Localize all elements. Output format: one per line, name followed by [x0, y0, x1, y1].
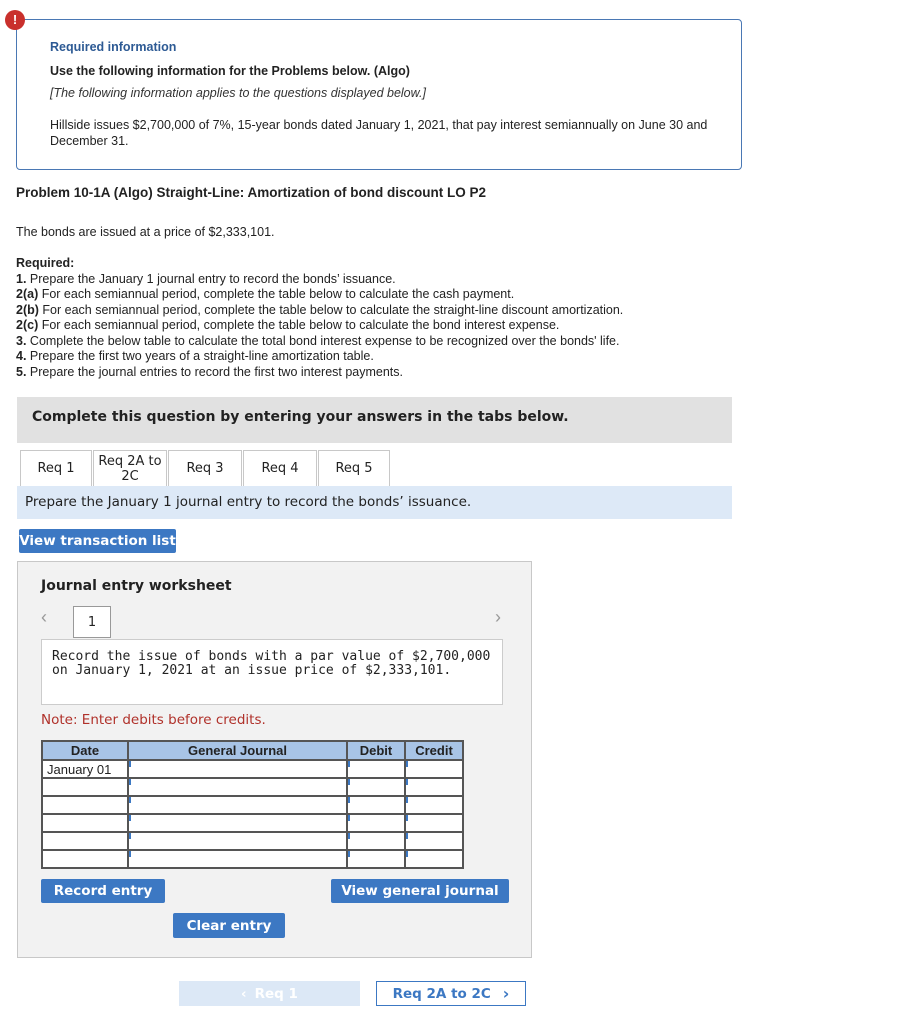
next-req-button[interactable] [376, 981, 526, 1006]
tab-instruction-bar [17, 486, 732, 519]
debit-input[interactable] [347, 850, 405, 868]
problem-title: Problem 10-1A (Algo) Straight-Line: Amortization of bond discount LO P2 [16, 185, 486, 200]
tab-req-3[interactable]: Req 3 [168, 450, 242, 486]
required-list [16, 256, 623, 380]
debit-input[interactable] [347, 778, 405, 796]
col-header-debit: Debit [347, 741, 405, 760]
prev-req-button[interactable] [179, 981, 360, 1006]
tab-instruction: Prepare the January 1 journal entry to record the bonds’ issuance. [25, 494, 472, 510]
credit-input[interactable] [405, 778, 463, 796]
chevron-right-icon[interactable]: › [495, 607, 501, 627]
journal-entry-worksheet [17, 561, 532, 958]
info-italic-note: [The following information applies to the questions displayed below.] [50, 86, 426, 100]
chevron-left-icon[interactable]: ‹ [41, 607, 47, 627]
date-cell [42, 796, 128, 814]
debit-input[interactable] [347, 796, 405, 814]
account-input[interactable] [128, 760, 347, 778]
account-input[interactable] [128, 814, 347, 832]
required-item: 2(a) For each semiannual period, complete the table below to calculate the cash payment. [16, 287, 515, 301]
col-header-date: Date [42, 741, 128, 760]
date-cell [42, 814, 128, 832]
table-row [42, 850, 463, 868]
transaction-description: Record the issue of bonds with a par value of $2,700,000 on January 1, 2021 at an issue price of $2,333,101. [41, 639, 503, 705]
table-row [42, 760, 463, 778]
journal-table [41, 740, 464, 869]
required-item: 5. Prepare the journal entries to record the first two interest payments. [16, 364, 404, 379]
chevron-left-icon: ‹ [241, 985, 247, 1002]
table-row [42, 796, 463, 814]
view-transaction-list-button[interactable]: View transaction list [19, 529, 176, 553]
debit-input[interactable] [347, 832, 405, 850]
required-item: 1. Prepare the January 1 journal entry to record the bonds’ issuance. [16, 271, 396, 286]
debits-note: Note: Enter debits before credits. [41, 712, 266, 728]
account-input[interactable] [128, 832, 347, 850]
credit-input[interactable] [405, 760, 463, 778]
credit-input[interactable] [405, 832, 463, 850]
complete-banner-text: Complete this question by entering your answers in the tabs below. [32, 409, 569, 425]
required-item: 2(c) For each semiannual period, complete the table below to calculate the bond interest expense. [16, 318, 560, 332]
view-general-journal-button[interactable]: View general journal [331, 879, 509, 903]
tab-req-1[interactable]: Req 1 [20, 450, 92, 486]
table-row [42, 778, 463, 796]
price-text: The bonds are issued at a price of $2,333,101. [16, 225, 275, 239]
chevron-right-icon: › [502, 984, 510, 1003]
alert-icon: ! [5, 10, 25, 30]
page-number[interactable]: 1 [73, 606, 111, 638]
account-input[interactable] [128, 850, 347, 868]
clear-entry-button[interactable]: Clear entry [173, 913, 285, 938]
col-header-credit: Credit [405, 741, 463, 760]
col-header-general-journal: General Journal [128, 741, 347, 760]
record-entry-button[interactable]: Record entry [41, 879, 165, 903]
next-req-label: Req 2A to 2C [392, 985, 491, 1002]
tab-req-5[interactable]: Req 5 [318, 450, 390, 486]
debit-input[interactable] [347, 760, 405, 778]
date-cell [42, 832, 128, 850]
tab-req-4[interactable]: Req 4 [243, 450, 317, 486]
table-row [42, 832, 463, 850]
date-cell: January 01 [42, 760, 128, 778]
worksheet-title: Journal entry worksheet [41, 578, 232, 594]
tab-req-2a-2c[interactable]: Req 2A to 2C [93, 450, 167, 486]
prev-req-label: Req 1 [254, 985, 298, 1002]
date-cell [42, 850, 128, 868]
table-row [42, 814, 463, 832]
complete-banner [17, 397, 732, 443]
account-input[interactable] [128, 796, 347, 814]
required-item: 4. Prepare the first two years of a straight-line amortization table. [16, 349, 374, 363]
required-item: 3. Complete the below table to calculate the total bond interest expense to be recognized over the bonds' life. [16, 333, 620, 348]
required-label: Required: [16, 256, 75, 270]
credit-input[interactable] [405, 814, 463, 832]
info-subtitle: Use the following information for the Problems below. (Algo) [50, 64, 410, 78]
account-input[interactable] [128, 778, 347, 796]
credit-input[interactable] [405, 850, 463, 868]
credit-input[interactable] [405, 796, 463, 814]
info-body: Hillside issues $2,700,000 of 7%, 15-year bonds dated January 1, 2021, that pay interest semiannually on June 30 and December 31. [50, 118, 708, 148]
required-item: 2(b) For each semiannual period, complete the table below to calculate the straight-line discount amortization. [16, 302, 624, 317]
date-cell [42, 778, 128, 796]
debit-input[interactable] [347, 814, 405, 832]
info-title: Required information [50, 40, 177, 54]
